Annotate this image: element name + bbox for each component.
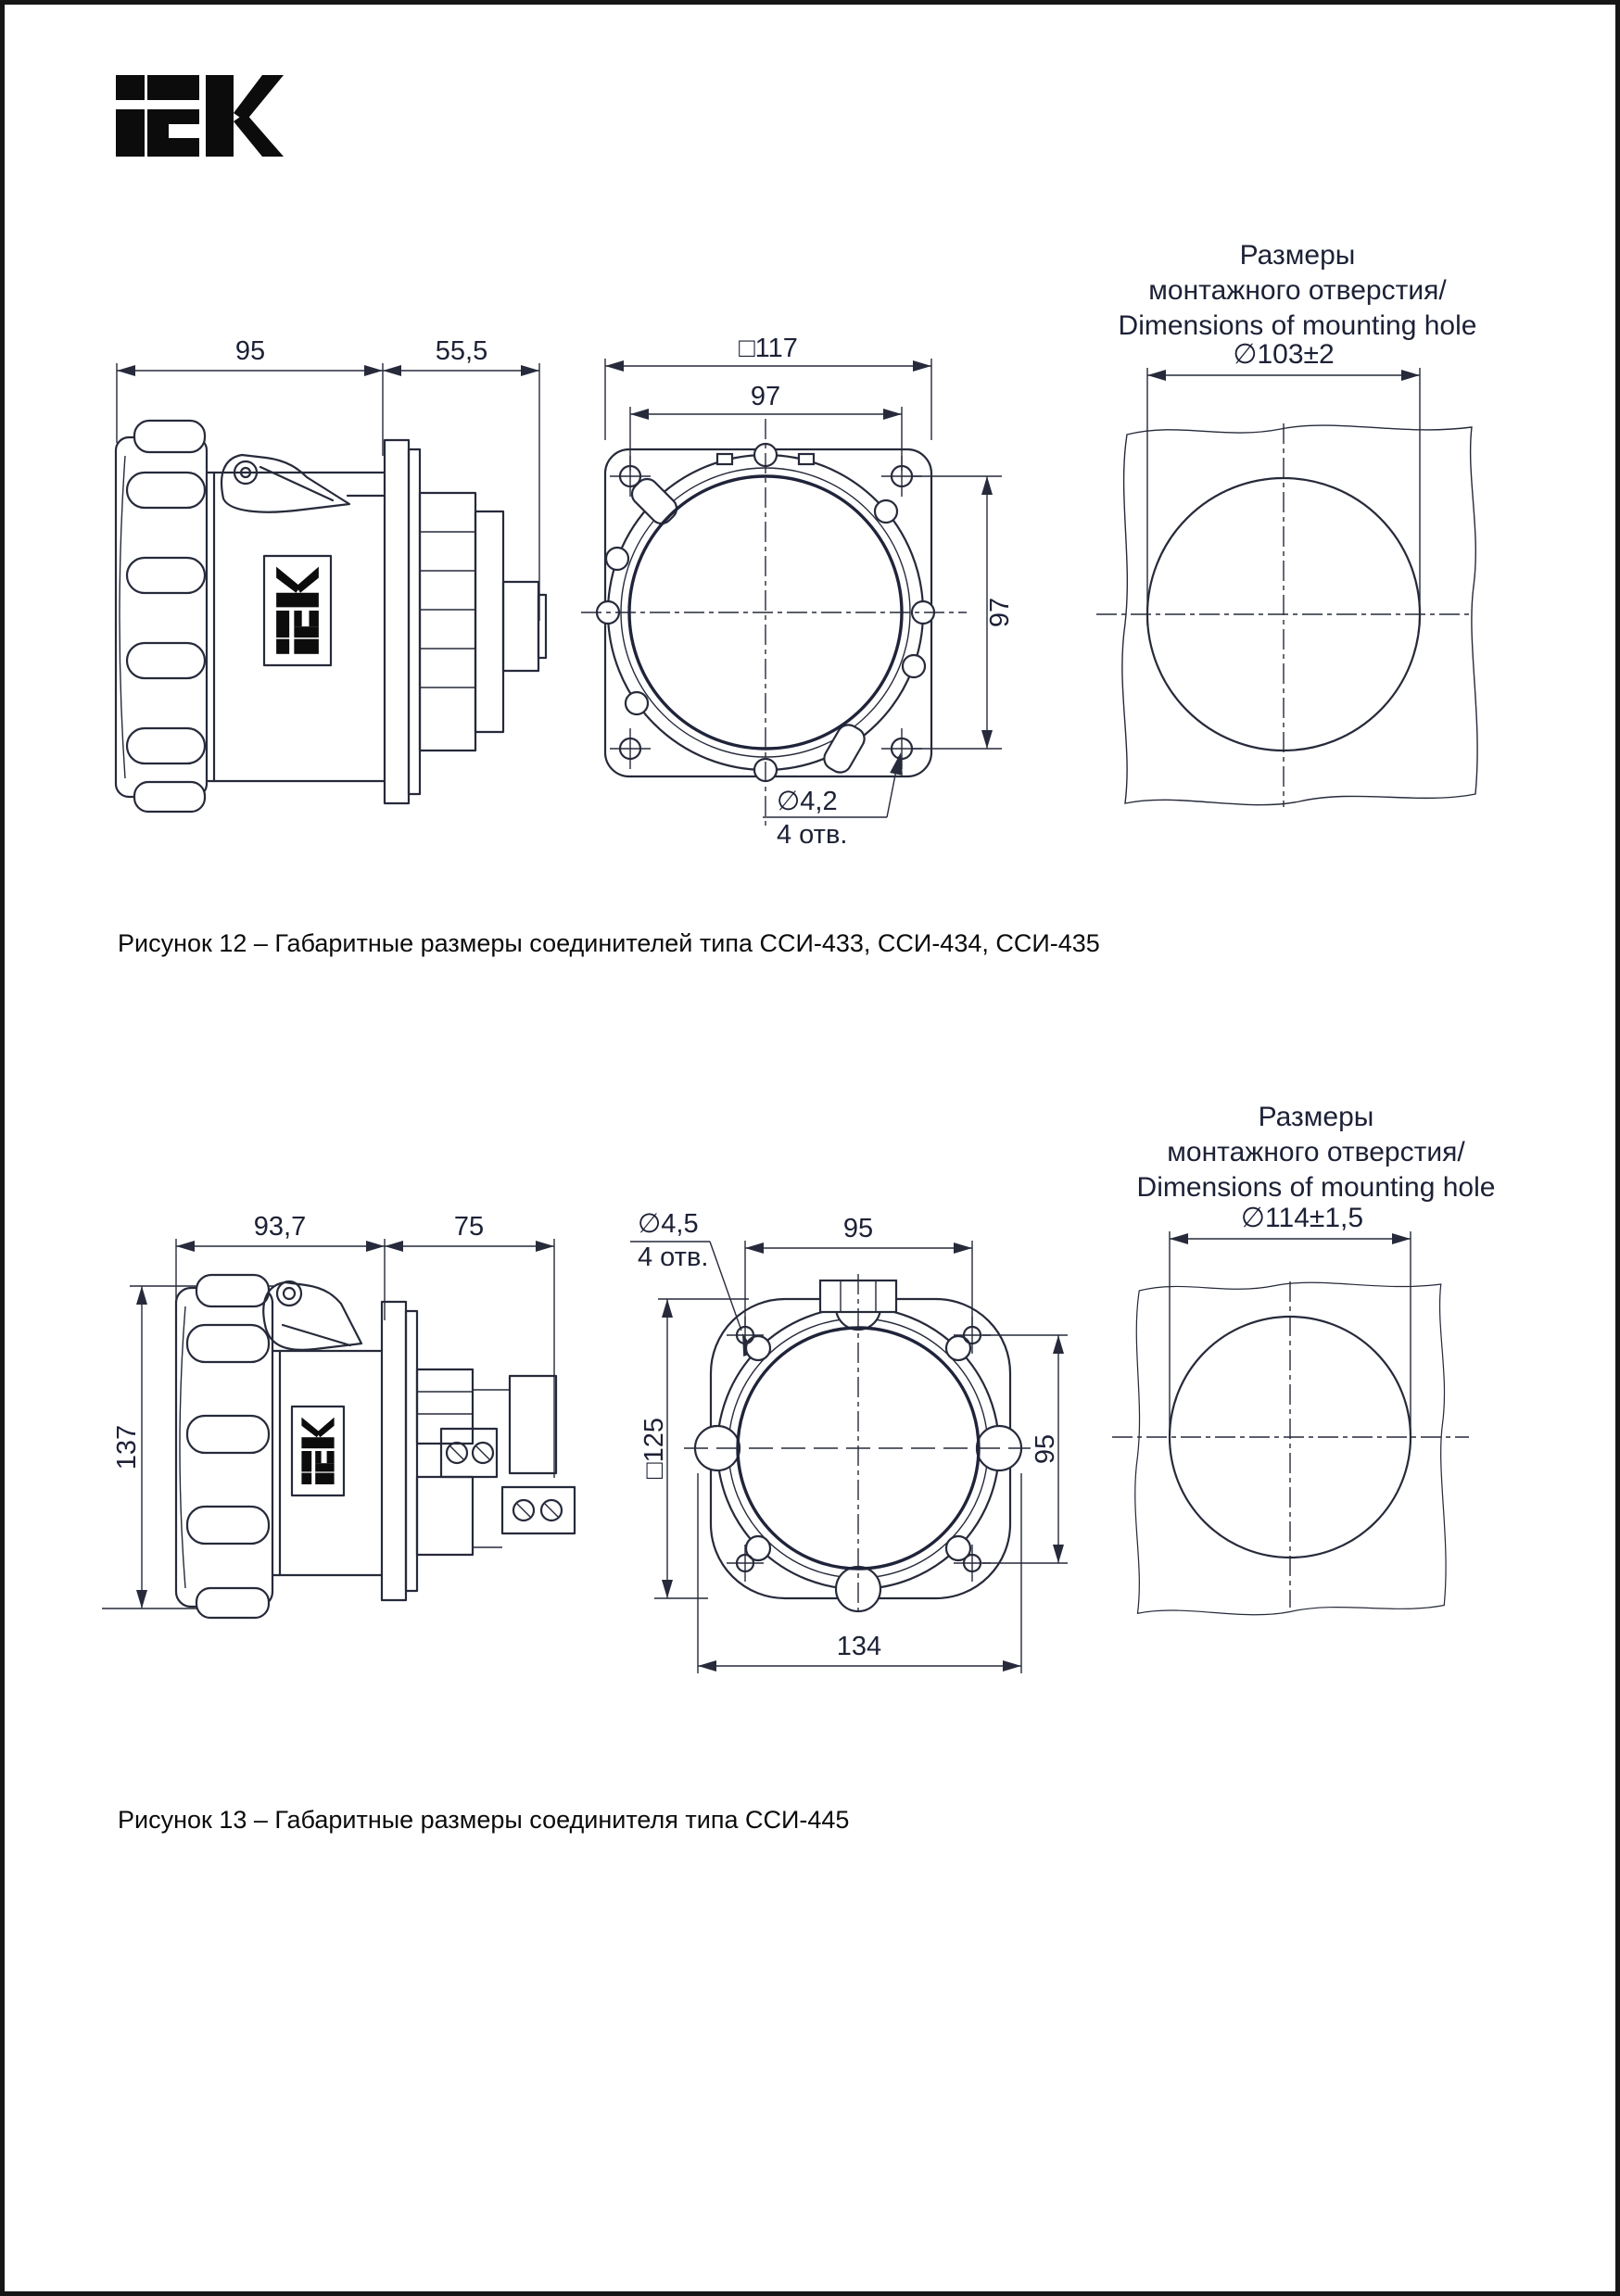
fig12-dim-body-width: 95 xyxy=(234,336,266,366)
fig13-connector-cap xyxy=(176,1275,272,1618)
fig12-hole-note-diameter: ∅4,2 xyxy=(777,787,838,816)
fig13-mh-title-ru1: Размеры xyxy=(1258,1102,1374,1132)
fig12-mh-title-ru2: монтажного отверстия/ xyxy=(1148,275,1447,306)
fig12-dim-rear-width: 55,5 xyxy=(435,336,488,366)
fig13-connector-body xyxy=(272,1351,382,1575)
fig12-mh-title-ru1: Размеры xyxy=(1239,240,1356,271)
fig13-hole-note-diameter: ∅4,5 xyxy=(638,1209,699,1239)
fig12-hole-note-count: 4 отв. xyxy=(777,820,848,850)
fig13-dim-flange: □125 xyxy=(639,1418,669,1479)
fig13-hole-note-count: 4 отв. xyxy=(638,1243,709,1272)
fig12-dim-holes-horizontal: 97 xyxy=(750,382,781,411)
fig13-dim-holes-top: 95 xyxy=(842,1214,874,1243)
figure12-caption: Рисунок 12 – Габаритные размеры соединителей типа ССИ-433, ССИ-434, ССИ-435 xyxy=(118,929,1100,957)
fig12-latch xyxy=(221,455,349,512)
fig13-body-logo xyxy=(301,1418,334,1484)
fig13-dim-body-width: 93,7 xyxy=(253,1212,307,1242)
figure13-side-view-drawing xyxy=(83,1195,589,1686)
figure12-side-view-drawing xyxy=(88,334,570,852)
figure13-caption: Рисунок 13 – Габаритные размеры соединителя типа ССИ-445 xyxy=(118,1806,850,1834)
fig13-flange-rear xyxy=(382,1302,575,1600)
fig13-dim-lugs-width: 134 xyxy=(836,1632,882,1661)
fig12-dim-holes-vertical: 97 xyxy=(985,597,1015,628)
fig13-dim-rear-width: 75 xyxy=(453,1212,485,1242)
fig13-mh-diameter: ∅114±1,5 xyxy=(1240,1203,1364,1233)
fig12-body-logo xyxy=(276,567,319,654)
figure13-mounting-hole-panel xyxy=(1080,1079,1599,1728)
fig13-mh-title-ru2: монтажного отверстия/ xyxy=(1167,1137,1465,1167)
fig12-flange-rear xyxy=(385,440,546,803)
fig13-dim-height: 137 xyxy=(112,1424,142,1470)
figure12-front-view-drawing xyxy=(579,334,1061,871)
fig12-connector-cap xyxy=(116,421,207,812)
fig12-mh-title-en: Dimensions of mounting hole xyxy=(1118,310,1477,341)
iek-logo xyxy=(116,75,285,158)
fig13-mh-title-en: Dimensions of mounting hole xyxy=(1136,1172,1496,1203)
fig12-connector-body xyxy=(207,473,385,781)
figure12-mounting-hole-panel xyxy=(1070,218,1589,848)
fig12-dim-flange: □117 xyxy=(739,334,798,363)
fig13-panel-cutout xyxy=(1112,1281,1469,1615)
fig12-mh-diameter: ∅103±2 xyxy=(1233,339,1335,370)
fig13-dim-holes-right: 95 xyxy=(1031,1433,1060,1465)
fig13-latch xyxy=(263,1281,361,1350)
figure13-front-view-drawing xyxy=(612,1195,1103,1714)
